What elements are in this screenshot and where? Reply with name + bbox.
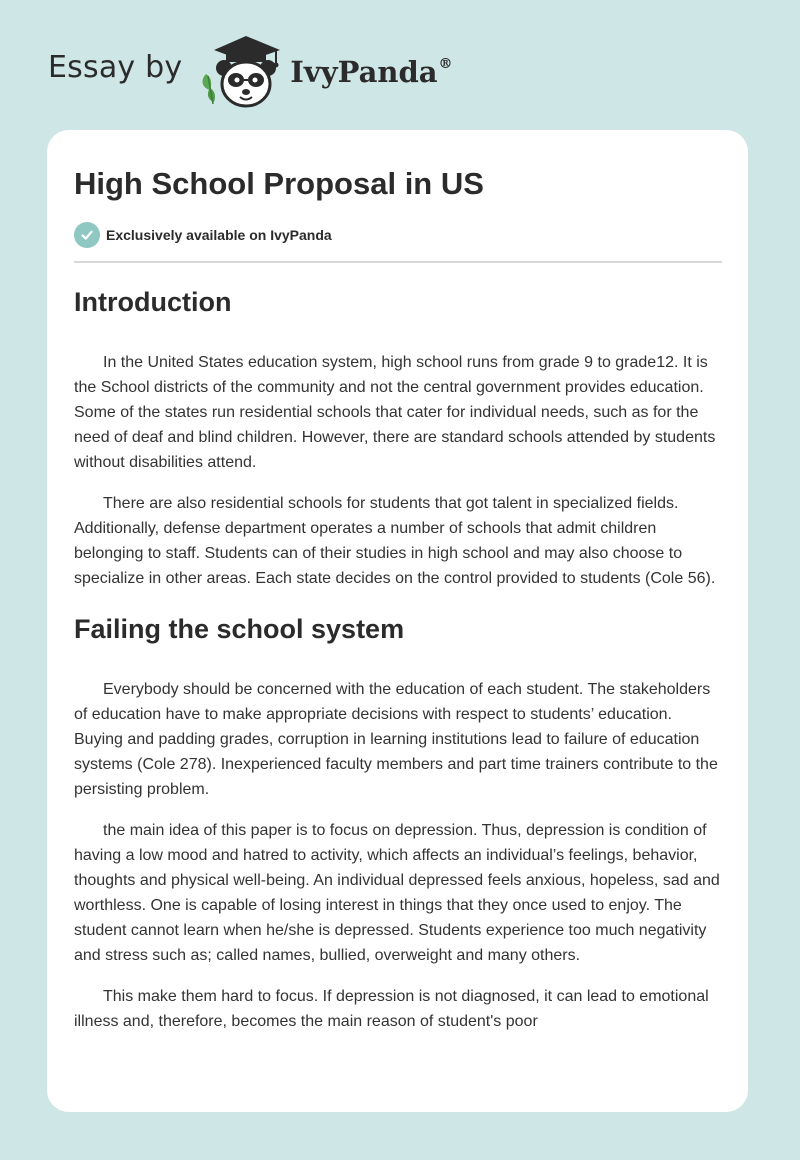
- paragraph: Everybody should be concerned with the education of each student. The stakeholders of education have to make appropriate decisions with respect to students’ education. Buying and padding grades, corruption in learning institutions lead to failure of education systems (Cole 278). Inexperienced faculty members and part time trainers contribute to the persisting problem.: [74, 681, 718, 798]
- paragraph: the main idea of this paper is to focus on depression. Thus, depression is condition of having a low mood and hatred to activity, which affects an individual’s feelings, behavior, thoughts and physical well-being. An individual depressed feels anxious, hopeless, sad and worthless. One is capable of losing interest in things that they once used to enjoy. The student cannot learn when he/she is depressed. Students experience too much negativity and stress such as; called names, bullied, overweight and many others.: [74, 822, 720, 964]
- panda-graduate-icon: [196, 30, 284, 110]
- section-heading-introduction: Introduction: [74, 287, 232, 317]
- essay-card: [47, 130, 748, 1112]
- section-heading-failing-school-system: Failing the school system: [74, 614, 405, 644]
- divider: [74, 261, 722, 263]
- registered-mark: ®: [438, 56, 453, 72]
- paragraph: This make them hard to focus. If depression is not diagnosed, it can lead to emotional illness and, therefore, becomes the main reason of student's poor: [74, 988, 709, 1030]
- essay-title: High School Proposal in US: [74, 166, 484, 201]
- essay-body: [74, 280, 722, 1050]
- brand-name[interactable]: IvyPanda®: [290, 55, 453, 89]
- paragraph: In the United States education system, high school runs from grade 9 to grade12. It is the School districts of the community and not the central government provides education. Some of the states run residential schools that cater for individual needs, such as for the need of deaf and blind children. However, there are standard schools attended by students without disabilities attend.: [74, 354, 716, 471]
- essay-by-label: Essay by: [48, 49, 183, 85]
- exclusive-badge: [74, 222, 332, 248]
- exclusive-label: Exclusively available on IvyPanda: [106, 227, 332, 243]
- site-header: [48, 30, 453, 110]
- paragraph: There are also residential schools for students that got talent in specialized fields. Additionally, defense department operates a number of schools that admit children belonging to staff. Students can of their studies in high school and may also choose to specialize in other areas. Each state decides on the control provided to students (Cole 56).: [74, 495, 716, 587]
- check-circle-icon: [74, 222, 100, 248]
